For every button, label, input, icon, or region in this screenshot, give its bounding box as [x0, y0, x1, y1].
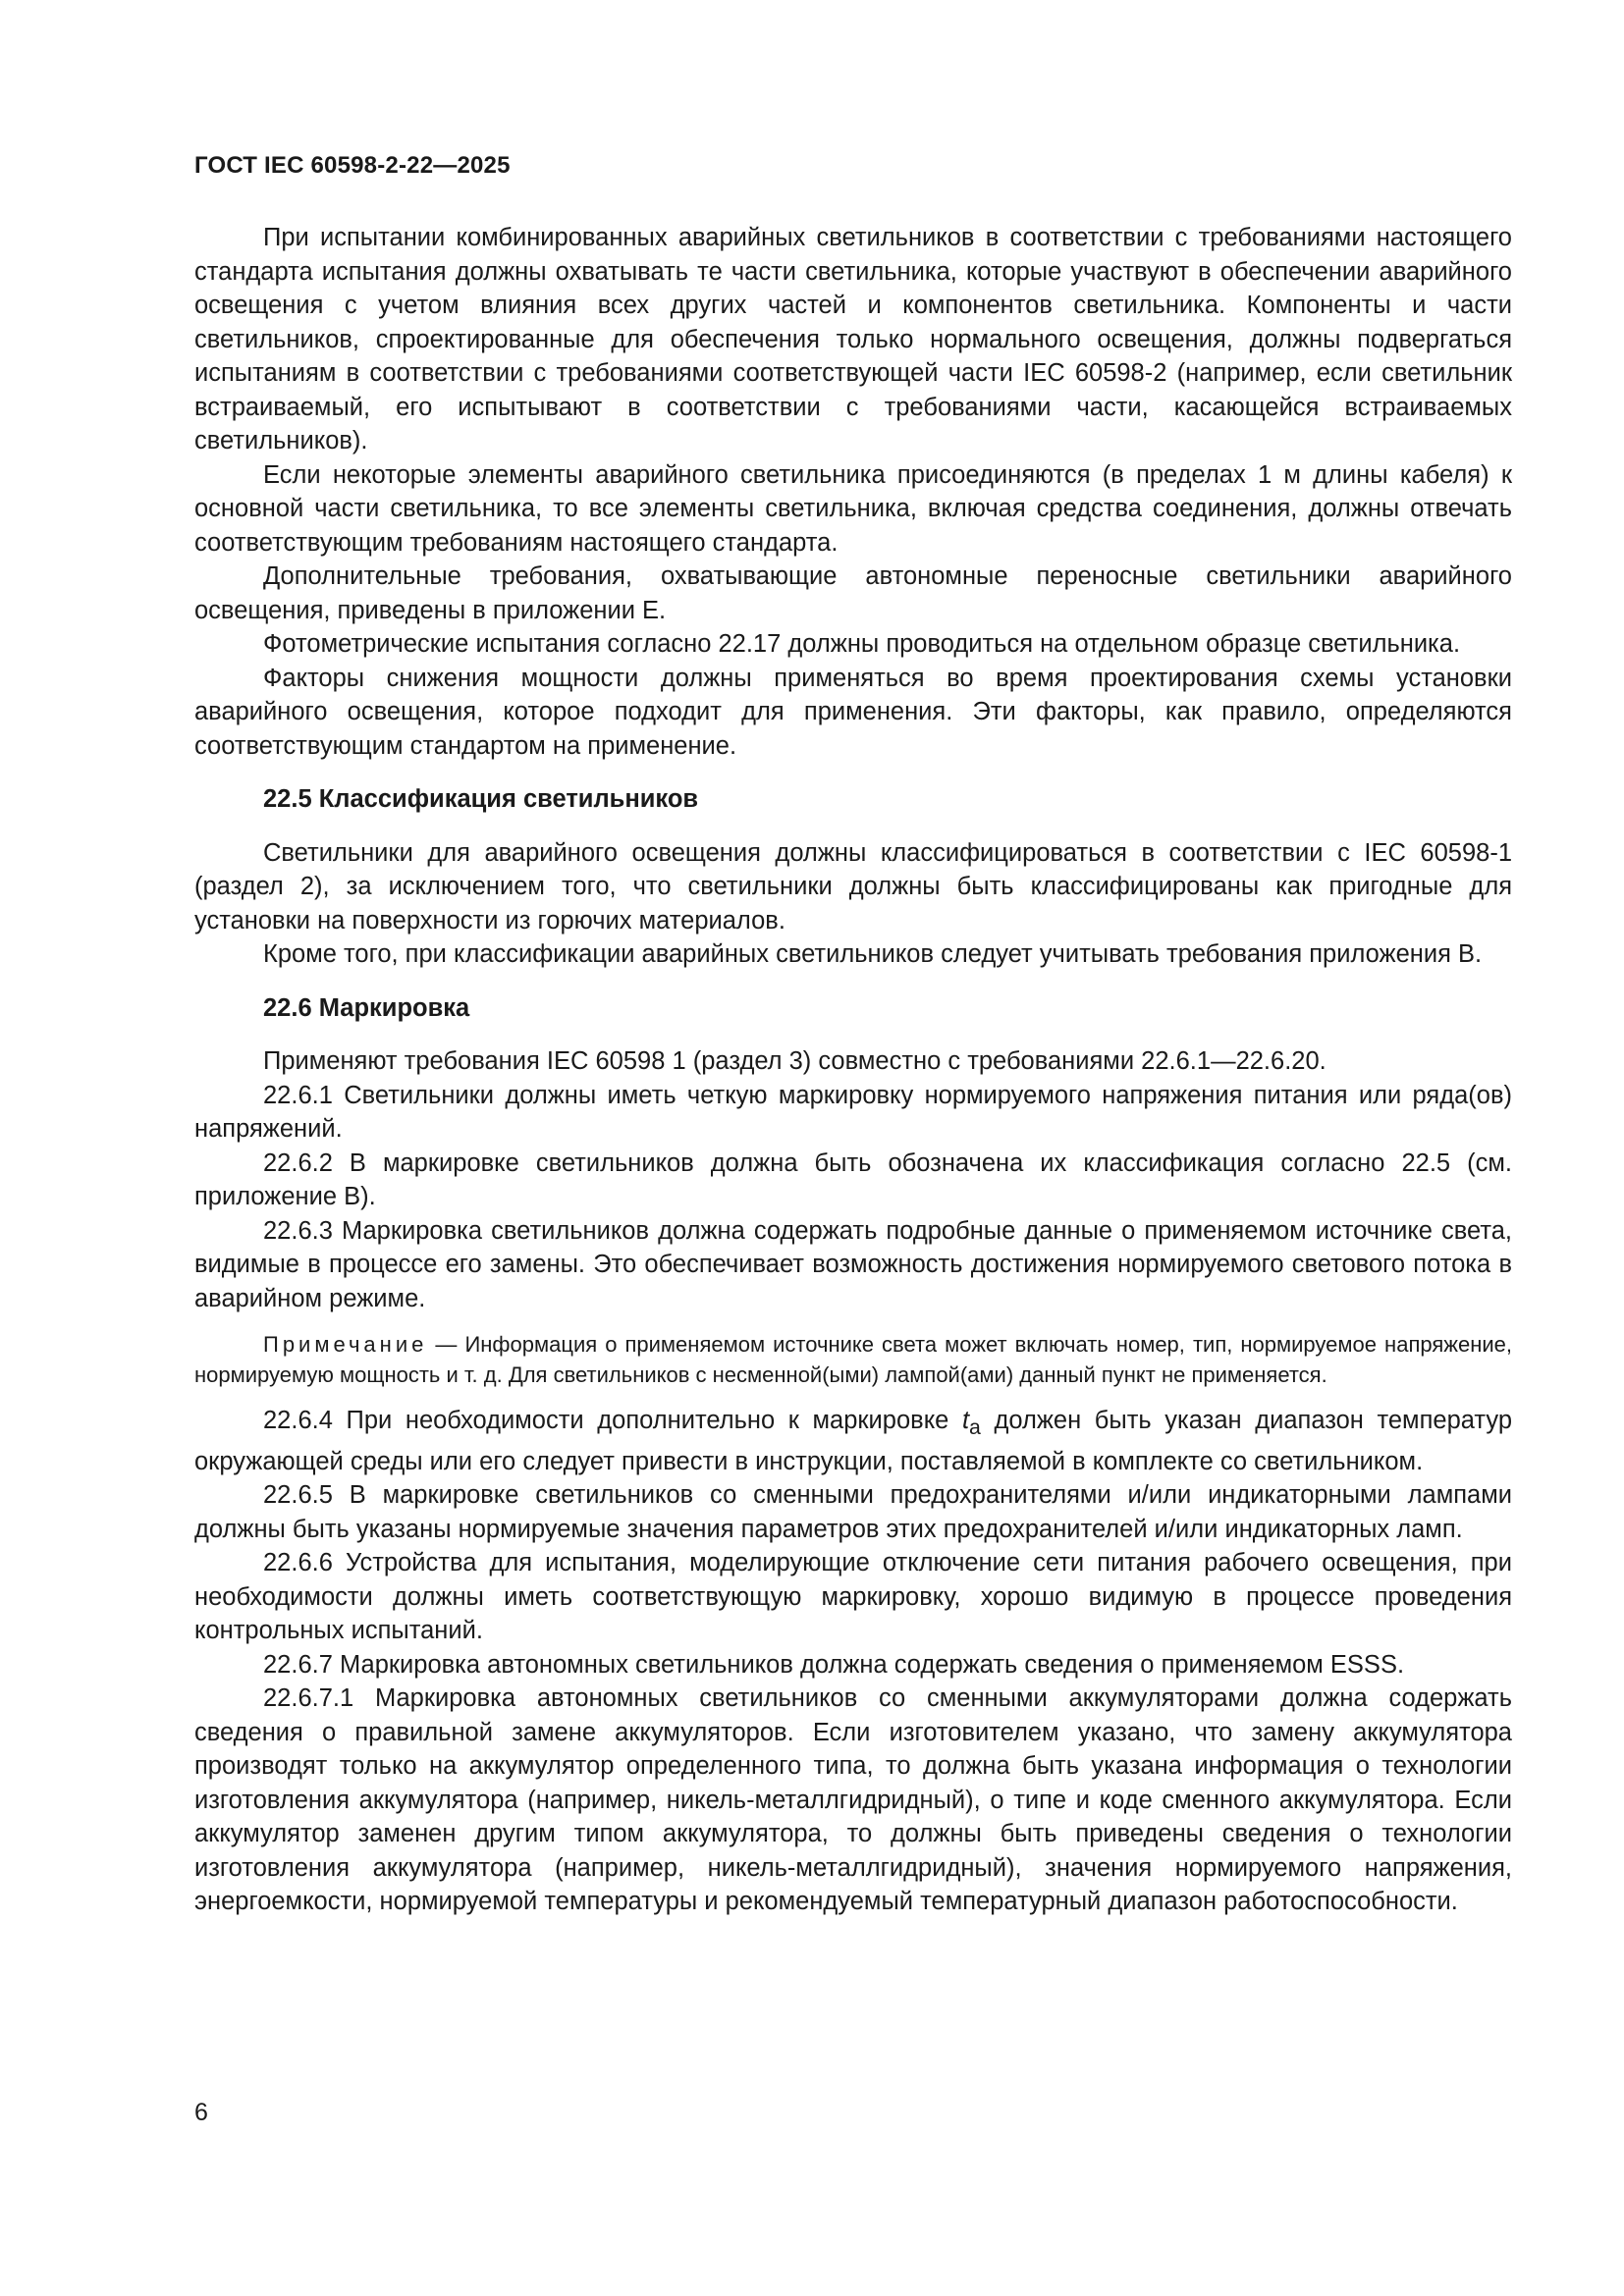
paragraph-22-6-2: 22.6.2 В маркировке светильников должна быть обозначена их классификация согласно 22.5 (см. приложение В). — [194, 1148, 1512, 1210]
paragraph-22-5-1: Светильники для аварийного освещения должны классифицироваться в соответствии с IEC 60598-1 (раздел 2), за исключением того, что светильники должны быть классифицированы как пригодные для установки на поверхности из горючих материалов. — [194, 838, 1512, 934]
standard-header: ГОСТ IEC 60598-2-22—2025 — [194, 152, 511, 179]
note-label: Примечание — [263, 1332, 428, 1357]
note-text: — Информация о применяемом источнике света может включать номер, тип, нормируемое напряжение, нормируемую мощность и т. д. Для светильников с несменной(ыми) лампой(ами) данный пункт не применяется. — [194, 1332, 1512, 1387]
paragraph-intro-1: При испытании комбинированных аварийных светильников в соответствии с требованиями настоящего стандарта испытания должны охватывать те части светильника, которые участвуют в обеспечении аварийного освещения с учетом влияния всех других частей и компонентов светильника. Компоненты и части светильников, спроектированные для обеспечения только нормального освещения, должны подвергаться испытаниям в соответствии с требованиями соответствующей части IEC 60598-2 (например, если светильник встраиваемый, его испытывают в соответствии с требованиями части, касающейся встраиваемых светильников). — [194, 224, 1512, 454]
paragraph-22-6-5: 22.6.5 В маркировке светильников со сменными предохранителями и/или индикаторными лампами должны быть указаны нормируемые значения параметров этих предохранителей и/или индикаторных ламп. — [194, 1481, 1512, 1543]
document-body — [194, 221, 1512, 1919]
paragraph-22-6-3: 22.6.3 Маркировка светильников должна содержать подробные данные о применяемом источнике света, видимые в процессе его замены. Это обеспечивает возможность достижения нормируемого светового потока в аварийном режиме. — [194, 1216, 1512, 1312]
paragraph-intro-5: Факторы снижения мощности должны применяться во время проектирования схемы установки аварийного освещения, которое подходит для применения. Эти факторы, как правило, определяются соответствующим стандартом на применение. — [194, 664, 1512, 760]
paragraph-22-5-2: Кроме того, при классификации аварийных светильников следует учитывать требования приложения В. — [263, 940, 1483, 968]
section-heading-22-6: 22.6 Маркировка — [263, 993, 470, 1022]
paragraph-22-6-4-end: должен быть указан диапазон температур окружающей среды или его следует привести в инструкции, поставляемой в комплекте со светильником. — [194, 1407, 1512, 1475]
paragraph-intro-3: Дополнительные требования, охватывающие автономные переносные светильники аварийного освещения, приведены в приложении Е. — [194, 562, 1512, 624]
section-heading-22-5: 22.5 Классификация светильников — [263, 785, 699, 813]
paragraph-22-6-4 — [194, 1404, 1512, 1478]
paragraph-22-6-intro: Применяют требования IEC 60598 1 (раздел 3) совместно с требованиями 22.6.1—22.6.20. — [263, 1047, 1326, 1075]
note-block — [194, 1329, 1512, 1390]
paragraph-22-6-4-start: 22.6.4 При необходимости дополнительно к маркировке — [263, 1407, 962, 1434]
paragraph-22-6-6: 22.6.6 Устройства для испытания, моделирующие отключение сети питания рабочего освещения, при необходимости должны иметь соответствующую маркировку, хорошо видимую в процессе проведения контрольных испытаний. — [194, 1549, 1512, 1645]
paragraph-22-6-7: 22.6.7 Маркировка автономных светильников должна содержать сведения о применяемом ESSS. — [263, 1650, 1405, 1679]
paragraph-intro-2: Если некоторые элементы аварийного светильника присоединяются (в пределах 1 м длины кабеля) к основной части светильника, то все элементы светильника, включая средства соединения, должны отвечать соответствующим требованиям настоящего стандарта. — [194, 460, 1512, 557]
paragraph-intro-4: Фотометрические испытания согласно 22.17 должны проводиться на отдельном образце светильника. — [263, 630, 1461, 658]
paragraph-22-6-1: 22.6.1 Светильники должны иметь четкую маркировку нормируемого напряжения питания или ряда(ов) напряжений. — [194, 1081, 1512, 1143]
ta-symbol: t — [961, 1407, 970, 1434]
paragraph-22-6-7-1: 22.6.7.1 Маркировка автономных светильников со сменными аккумуляторами должна содержать сведения о правильной замене аккумуляторов. Если изготовителем указано, что замену аккумулятора производят только на аккумулятор определенного типа, то должна быть указана информация о технологии изготовления аккумулятора (например, никель-металлгидридный), о типе и коде сменного аккумулятора. Если аккумулятор заменен другим типом аккумулятора, то должны быть приведены сведения о технологии изготовления аккумулятора (например, никель-металлгидридный), значения нормируемого напряжения, энергоемкости, нормируемой температуры и рекомендуемый температурный диапазон работоспособности. — [194, 1684, 1512, 1916]
ta-subscript: a — [969, 1415, 981, 1440]
page-number: 6 — [194, 2099, 208, 2126]
